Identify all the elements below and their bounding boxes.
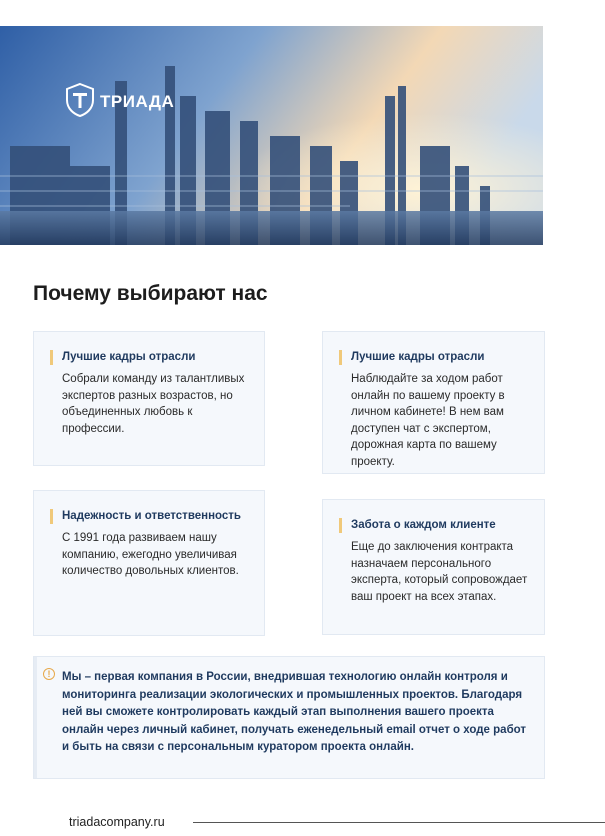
card-text: С 1991 года развиваем нашу компанию, ежегодно увеличивая количество довольных клиентов. — [62, 532, 239, 577]
company-logo — [64, 82, 174, 118]
footer-divider — [193, 822, 605, 823]
refinery-image — [0, 26, 543, 245]
card-text: Собрали команду из талантливых экспертов разных возрастов, но объединенных любовь к профессии. — [62, 373, 245, 435]
card-title: Забота о каждом клиенте — [339, 518, 528, 533]
feature-card — [322, 499, 545, 635]
card-text: Наблюдайте за ходом работ онлайн по вашему проекту в личном кабинете! В нем вам доступен чат с экспертом, дорожная карта по вашему проекту. — [351, 373, 505, 468]
feature-card — [322, 331, 545, 474]
card-title: Лучшие кадры отрасли — [339, 350, 528, 365]
footer-website-link[interactable]: triadacompany.ru — [69, 815, 165, 829]
shield-logo-icon — [64, 82, 96, 118]
page-title: Почему выбирают нас — [33, 282, 268, 305]
feature-card — [33, 331, 265, 466]
info-callout — [33, 656, 545, 779]
logo-text: ТРИАДА — [100, 92, 175, 111]
info-circle-icon: ! — [43, 668, 55, 680]
feature-card — [33, 490, 265, 636]
card-title: Надежность и ответственность — [50, 509, 248, 524]
card-text: Еще до заключения контракта назначаем персонального эксперта, который сопровождает ваш проект на всех этапах. — [351, 541, 528, 603]
info-text: Мы – первая компания в России, внедрившая технологию онлайн контроля и мониторинга реализации экологических и промышленных проектов. Благодаря ней вы сможете контролировать каждый этап выполнения вашего проекта онлайн через личный кабинет, получать еженедельный email отчет о ходе работ и быть на связи с персональным куратором проекта онлайн. — [62, 671, 527, 753]
hero-banner — [0, 26, 543, 245]
card-title: Лучшие кадры отрасли — [50, 350, 248, 365]
